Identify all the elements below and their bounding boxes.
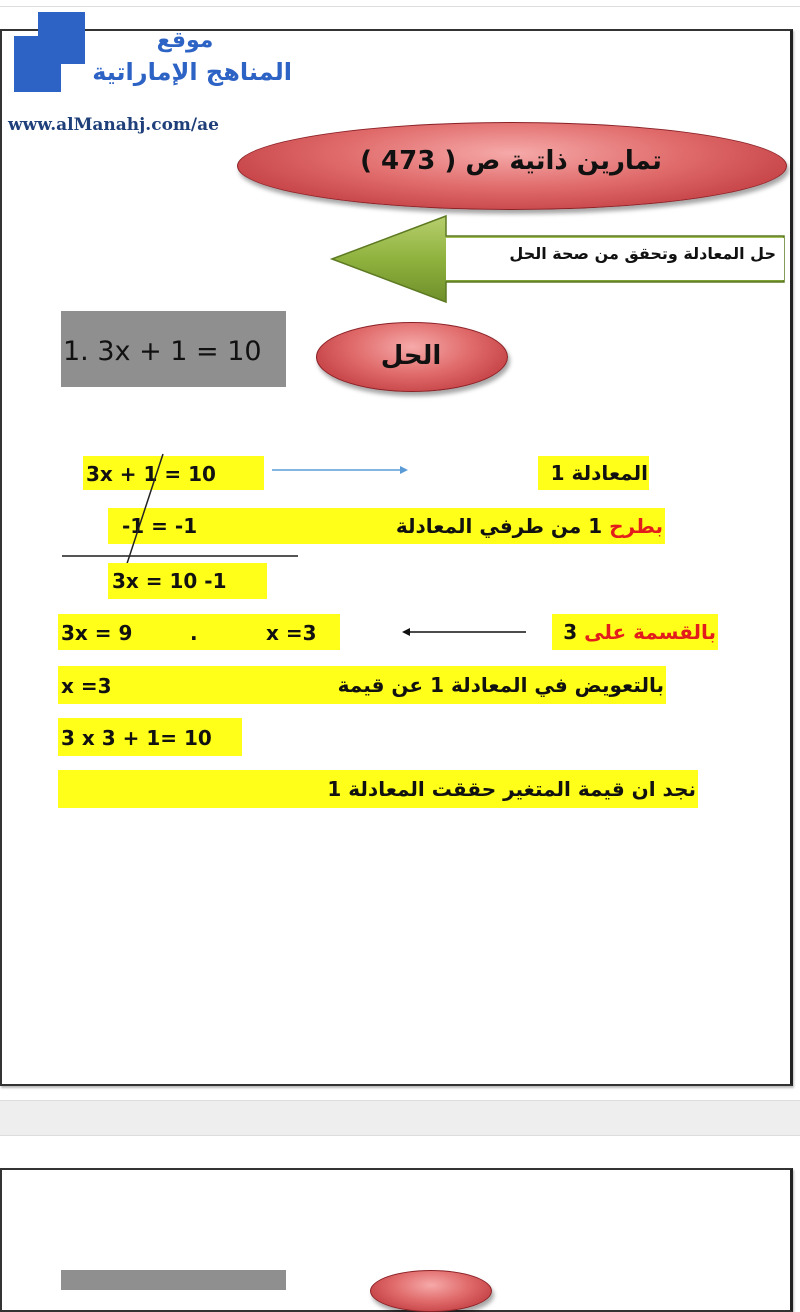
top-page-edge [0, 0, 800, 7]
step7-label: نجد ان قيمة المتغير حققت المعادلة 1 [327, 777, 696, 801]
step5-label: بالتعويض في المعادلة 1 عن قيمة [337, 673, 664, 697]
step4-math-left: 3x = 9 [61, 621, 133, 645]
instruction-text: حل المعادلة وتحقق من صحة الحل [509, 244, 776, 263]
equation-text: 1. 3x + 1 = 10 [63, 336, 262, 367]
arrow-right [270, 462, 410, 478]
logo-url[interactable]: www.alManahj.com/ae [8, 115, 219, 135]
solution-label: الحل [380, 341, 442, 371]
step6-math: 3 x 3 + 1= 10 [61, 726, 212, 750]
step1-math: 3x + 1 = 10 [86, 462, 216, 486]
logo-mark-mid [38, 40, 85, 64]
logo-line2: المناهج الإماراتية [92, 58, 292, 86]
step2-label [380, 516, 663, 536]
step4-label [554, 622, 716, 642]
logo-line1: موقع [156, 28, 214, 53]
arrow-left [400, 624, 530, 640]
sum-line [62, 555, 298, 557]
step2-label-rest: 1 من طرفي المعادلة [395, 514, 610, 538]
step4-label-red: بالقسمة على [584, 620, 716, 644]
step4-dot: . [190, 621, 198, 645]
step4-math-right: x =3 [266, 621, 317, 645]
step2-math: -1 = -1 [122, 514, 198, 538]
equation-box-2 [61, 1270, 286, 1290]
step1-label: المعادلة 1 [550, 461, 648, 485]
step4-label-num: 3 [563, 620, 585, 644]
step2-label-red: بطرح [609, 514, 663, 538]
page-title: تمارين ذاتية ص ( 473 ) [360, 146, 662, 176]
page-gap [0, 1100, 800, 1136]
step3-math: 3x = 10 -1 [112, 569, 227, 593]
step5-math: x =3 [61, 674, 112, 698]
solution-badge-2 [370, 1270, 492, 1312]
